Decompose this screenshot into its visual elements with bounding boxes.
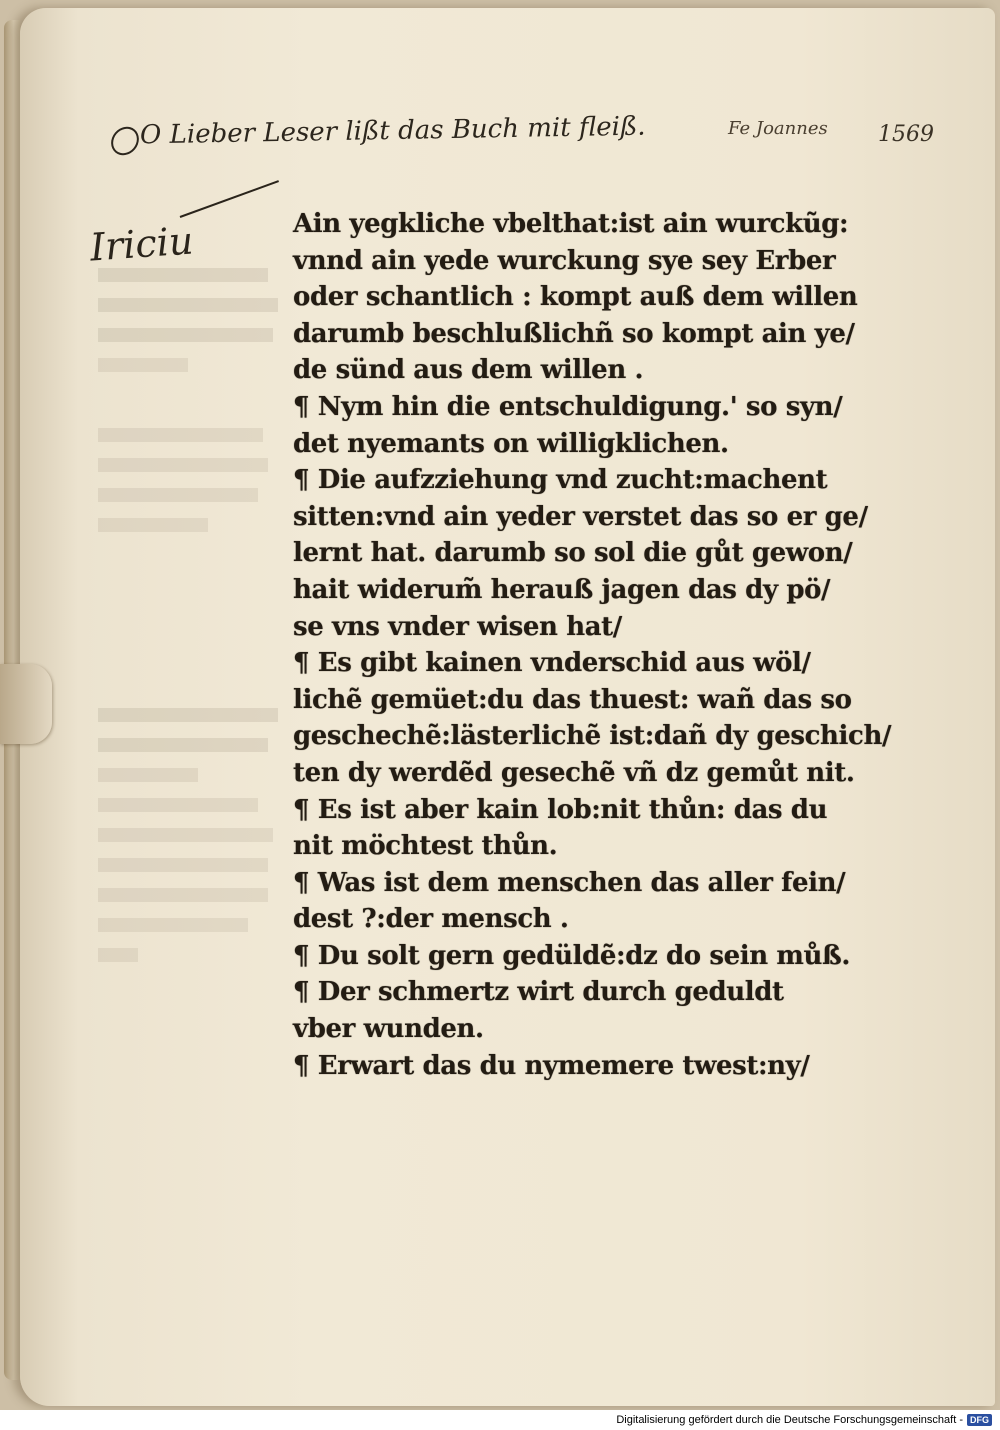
text-line: sitten:vnd ain yeder verstet das so er ge/ xyxy=(293,501,868,532)
text-line: de sünd aus dem willen . xyxy=(293,355,644,386)
text-line: hait widerum̃ herauß jagen das dy pö/ xyxy=(293,574,831,605)
text-line: vnnd ain yede wurckung sye sey Erber xyxy=(293,245,836,276)
text-line: ¶ Nym hin die entschuldigung.' so syn/ xyxy=(293,391,843,422)
bookmark-tab xyxy=(0,664,52,744)
handwritten-note: O Lieber Leser lißt das Buch mit fleiß. xyxy=(139,111,646,151)
text-line: dest ?:der mensch . xyxy=(293,904,569,935)
text-line: ¶ Es gibt kainen vnderschid aus wöl/ xyxy=(293,648,811,679)
handwritten-year: 1569 xyxy=(878,122,934,147)
funding-credit: Digitalisierung gefördert durch die Deutsche Forschungsgemeinschaft - xyxy=(616,1414,963,1426)
printed-text-block xyxy=(293,206,892,1084)
text-line: ¶ Was ist dem menschen das aller fein/ xyxy=(293,867,846,898)
text-line: ¶ Erwart das du nymemere twest:ny/ xyxy=(293,1050,810,1081)
text-line: geschechẽ:lästerlichẽ ist:dañ dy geschich/ xyxy=(293,721,892,752)
bleed-through-left-low xyxy=(98,698,278,978)
text-line: ¶ Die aufzziehung vnd zucht:machent xyxy=(293,465,828,496)
handwritten-aside: Fe Joannes xyxy=(728,118,828,139)
margin-annotation: Iriciu xyxy=(88,218,195,270)
text-line: darumb beschlußlichñ so kompt ain ye/ xyxy=(293,318,855,349)
text-line: ten dy werdẽd gesechẽ vñ dz gemůt nit. xyxy=(293,757,855,788)
bleed-through-left-top xyxy=(98,258,278,388)
text-line: det nyemants on willigklichen. xyxy=(293,428,729,459)
text-line: vber wunden. xyxy=(293,1014,484,1045)
funding-footer xyxy=(616,1412,992,1428)
bleed-through-left-mid xyxy=(98,418,268,548)
text-line: lichẽ gemüet:du das thuest: wañ das so xyxy=(293,684,852,715)
text-line: nit möchtest thůn. xyxy=(293,831,558,862)
text-line: ¶ Es ist aber kain lob:nit thůn: das du xyxy=(293,794,828,825)
text-line: Ain yegkliche vbelthat:ist ain wurckũg: xyxy=(293,209,849,239)
text-line: ¶ Du solt gern gedüldẽ:dz do sein můß. xyxy=(293,940,850,971)
text-line: ¶ Der schmertz wirt durch geduldt xyxy=(293,977,784,1008)
text-line: se vns vnder wisen hat/ xyxy=(293,611,622,642)
dfg-logo: DFG xyxy=(967,1414,992,1426)
text-line: oder schantlich : kompt auß dem willen xyxy=(293,282,858,313)
text-line: lernt hat. darumb so sol die gůt gewon/ xyxy=(293,538,853,569)
